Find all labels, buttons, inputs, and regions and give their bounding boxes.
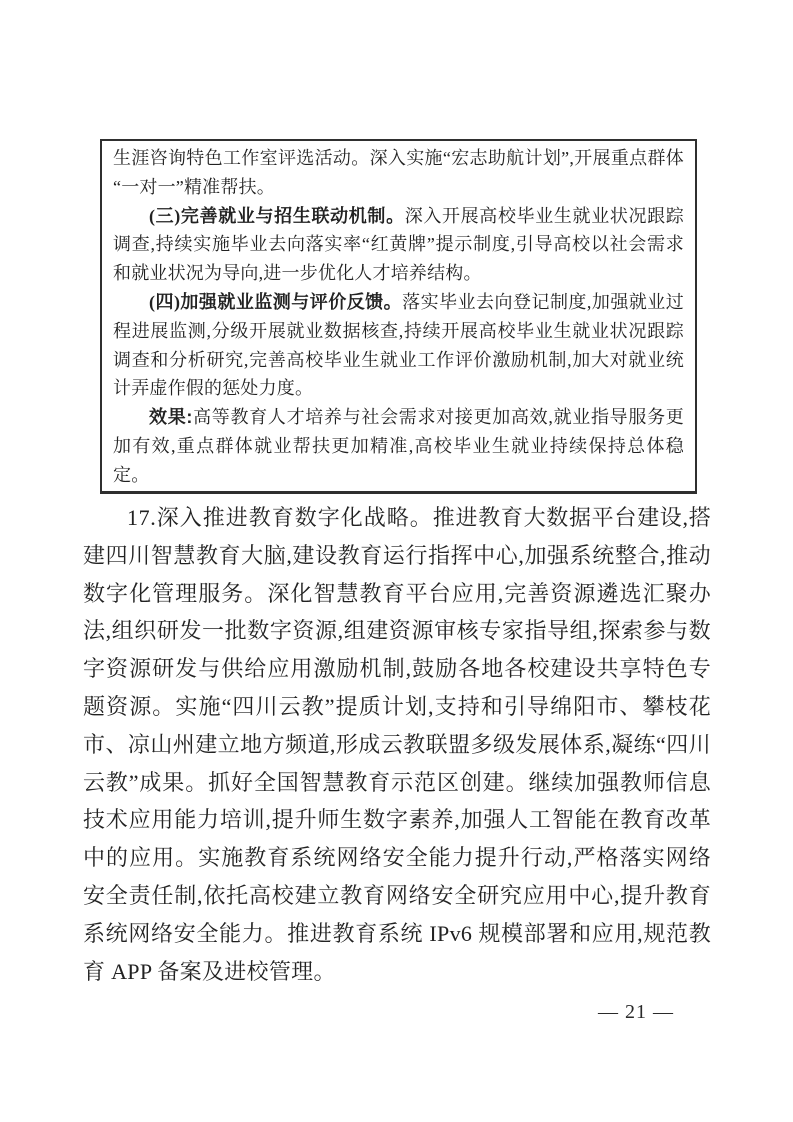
results-box (100, 139, 697, 494)
item-17-paragraph (83, 499, 711, 990)
section-4-heading: (四)加强就业监测与评价反馈。 (149, 291, 403, 312)
box-paragraph-section-4 (113, 288, 684, 403)
effect-body: 高等教育人才培养与社会需求对接更加高效,就业指导服务更加有效,重点群体就业帮扶更加精准,高校毕业生就业持续保持总体稳定。 (113, 407, 684, 485)
box-paragraph-continuation-text: 生涯咨询特色工作室评选活动。深入实施“宏志助航计划”,开展重点群体“一对一”精准帮扶。 (113, 148, 684, 197)
effect-label: 效果: (149, 407, 193, 428)
box-paragraph-effect (113, 403, 684, 489)
page-number: — 21 — (598, 1001, 674, 1023)
box-paragraph-section-3 (113, 202, 684, 288)
section-4-body: 落实毕业去向登记制度,加强就业过程进展监测,分级开展就业数据核查,持续开展高校毕业生就业状况跟踪调查和分析研究,完善高校毕业生就业工作评价激励机制,加大对就业统计弄虚作假的惩处力度。 (113, 291, 684, 399)
item-17-body: 推进教育大数据平台建设,搭建四川智慧教育大脑,建设教育运行指挥中心,加强系统整合,推动数字化管理服务。深化智慧教育平台应用,完善资源遴选汇聚办法,组织研发一批数字资源,组建资源审核专家指导组,探索参与数字资源研发与供给应用激励机制,鼓励各地各校建设共享特色专题资源。实施“四川云教”提质计划,支持和引导绵阳市、攀枝花市、凉山州建立地方频道,形成云教联盟多级发展体系,凝练“四川云教”成果。抓好全国智慧教育示范区创建。继续加强教师信息技术应用能力培训,提升师生数字素养,加强人工智能在教育改革中的应用。实施教育系统网络安全能力提升行动,严格落实网络安全责任制,依托高校建立教育网络安全研究应用中心,提升教育系统网络安全能力。推进教育系统 IPv6 规模部署和应用,规范教育 APP 备案及进校管理。 (83, 505, 711, 984)
section-3-heading: (三)完善就业与招生联动机制。 (149, 205, 405, 226)
item-17-heading: 17.深入推进教育数字化战略。 (127, 505, 433, 530)
section-3-body: 深入开展高校毕业生就业状况跟踪调查,持续实施毕业去向落实率“红黄牌”提示制度,引导高校以社会需求和就业状况为导向,进一步优化人才培养结构。 (113, 205, 684, 284)
box-paragraph-continuation (113, 144, 684, 202)
